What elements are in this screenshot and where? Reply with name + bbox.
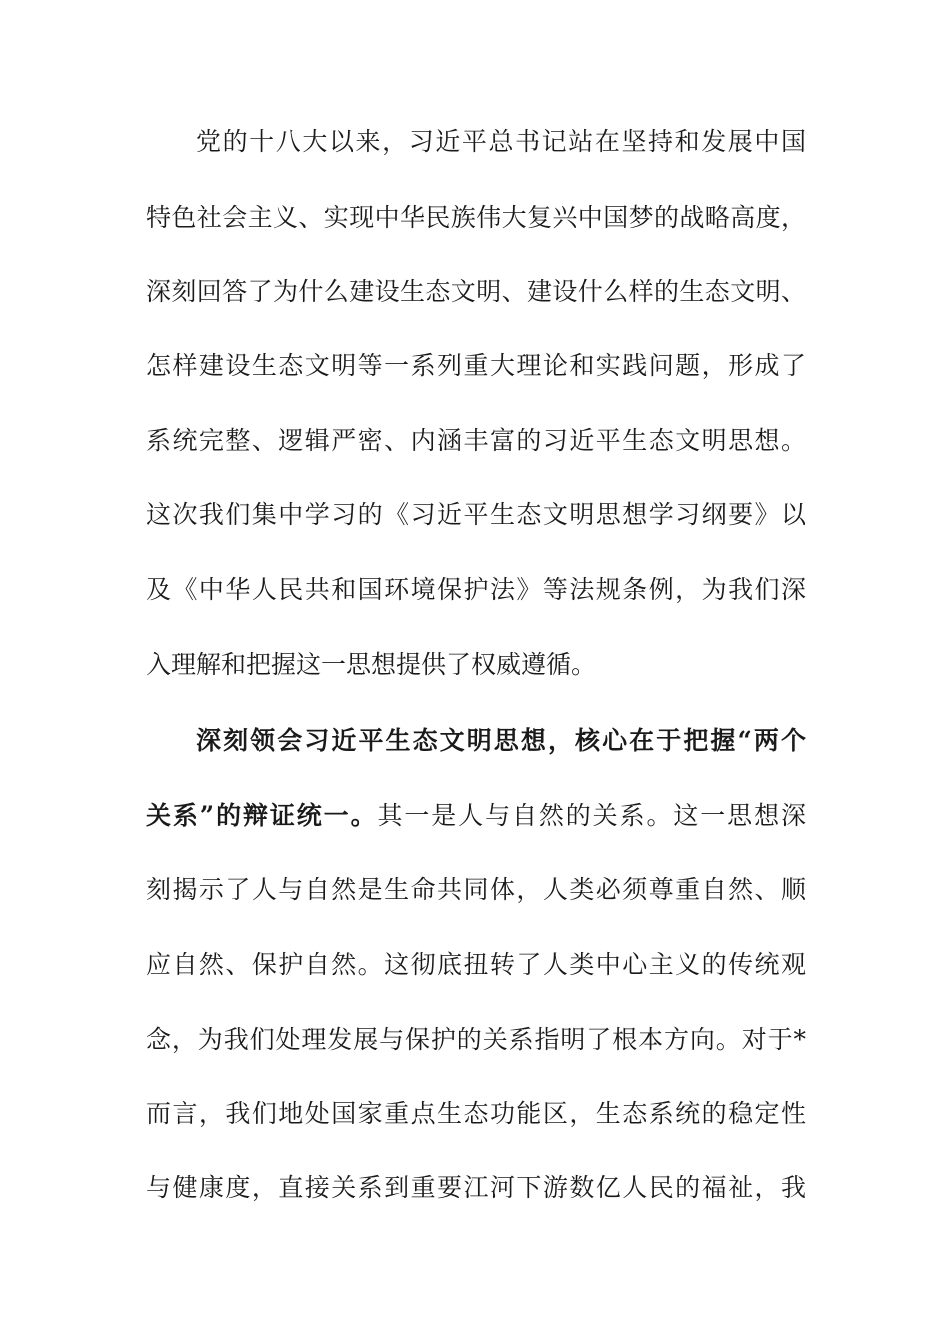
paragraph-1-line-3: 深刻回答了为什么建设生态文明、建设什么样的生态文明、 [146,277,806,306]
paragraph-2-line-2-rest: 其一是人与自然的关系。这一思想深 [377,801,806,830]
paragraph-2-line-5: 念，为我们处理发展与保护的关系指明了根本方向。对于* [146,1025,806,1054]
paragraph-1-line-6: 这次我们集中学习的《习近平生态文明思想学习纲要》以 [146,500,806,529]
paragraph-2-line-4: 应自然、保护自然。这彻底扭转了人类中心主义的传统观 [146,950,806,979]
paragraph-2-bold-phrase: 关系”的辩证统一。 [146,801,378,830]
paragraph-2-line-6: 而言，我们地处国家重点生态功能区，生态系统的稳定性 [146,1099,806,1128]
paragraph-1-line-8: 入理解和把握这一思想提供了权威遵循。 [146,650,597,679]
paragraph-2-line-2 [146,796,806,836]
paragraph-1-line-7: 及《中华人民共和国环境保护法》等法规条例，为我们深 [146,575,806,604]
paragraph-1-line-2: 特色社会主义、实现中华民族伟大复兴中国梦的战略高度， [146,203,806,232]
paragraph-2-line-3: 刻揭示了人与自然是生命共同体，人类必须尊重自然、顺 [146,875,806,904]
paragraph-1-line-4: 怎样建设生态文明等一系列重大理论和实践问题，形成了 [146,351,806,380]
paragraph-1-line-5: 系统完整、逻辑严密、内涵丰富的习近平生态文明思想。 [146,426,806,455]
paragraph-2-line-7: 与健康度，直接关系到重要江河下游数亿人民的福祉，我 [146,1173,806,1202]
paragraph-2-line-1: 深刻领会习近平生态文明思想，核心在于把握“两个 [196,726,806,755]
paragraph-1-line-1: 党的十八大以来，习近平总书记站在坚持和发展中国 [196,127,806,156]
